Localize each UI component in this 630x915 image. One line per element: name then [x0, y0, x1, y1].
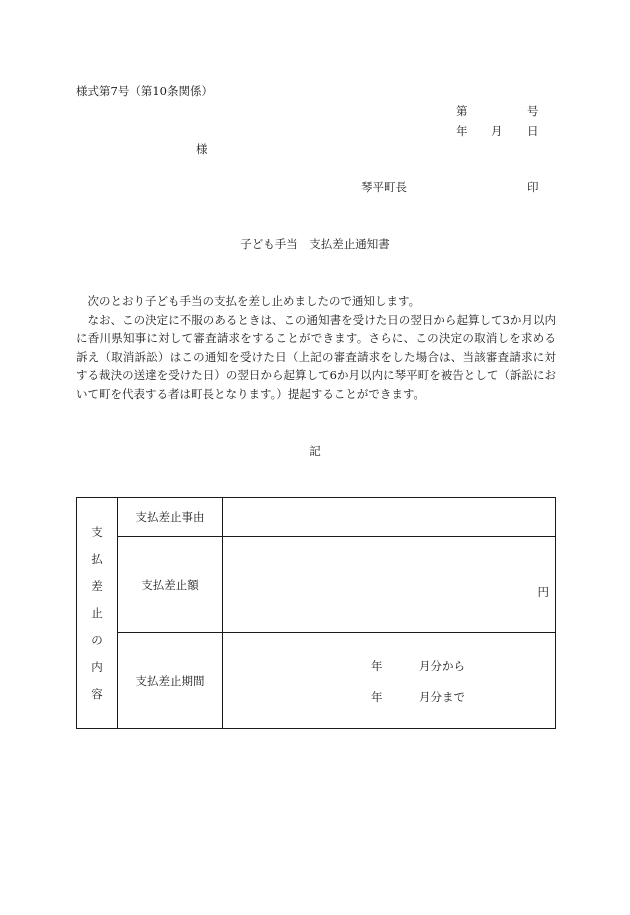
reason-label: 支払差止事由	[118, 498, 223, 537]
body-text	[76, 292, 556, 403]
period-from-year: 年	[371, 659, 383, 673]
amount-unit: 円	[537, 585, 549, 599]
content-table	[76, 497, 556, 729]
reason-value	[223, 498, 556, 537]
period-to-year: 年	[371, 690, 383, 704]
period-from-month: 月分から	[419, 659, 465, 673]
side-label-char: の	[91, 633, 103, 647]
ki-label: 記	[309, 444, 321, 458]
form-id: 様式第7号（第10条関係）	[76, 84, 213, 98]
body-paragraph-1: 次のとおり子ども手当の支払を差し止めましたので通知します。	[87, 294, 421, 308]
date-year: 年	[456, 124, 468, 138]
date-day: 日	[527, 124, 539, 138]
issuer-seal: 印	[527, 180, 539, 194]
amount-label: 支払差止額	[118, 537, 223, 633]
ref-number-prefix: 第	[456, 104, 468, 118]
period-to-month: 月分まで	[419, 690, 465, 704]
document-title: 子ども手当 支払差止通知書	[240, 237, 390, 251]
side-label-char: 支	[91, 525, 103, 539]
side-label-char: 容	[91, 687, 103, 701]
side-label	[77, 498, 118, 729]
side-label-char: 差	[91, 579, 103, 593]
date-month: 月	[491, 124, 503, 138]
amount-value-cell	[223, 537, 556, 633]
issuer-name: 琴平町長	[361, 180, 407, 194]
period-label: 支払差止期間	[118, 633, 223, 729]
side-label-char: 止	[91, 606, 103, 620]
ref-number-suffix: 号	[527, 104, 539, 118]
period-value-cell	[223, 633, 556, 729]
side-label-char: 内	[91, 660, 103, 674]
addressee-suffix: 様	[196, 142, 208, 156]
side-label-char: 払	[91, 552, 103, 566]
body-paragraph-2: なお、この決定に不服のあるときは、この通知書を受けた日の翌日から起算して3か月以内に香川県知事に対して審査請求をすることができます。さらに、この決定の取消しを求める訴え（取消訴訟）はこの通知を受けた日（上記の審査請求をした場合は、当該審査請求に対する裁決の送達を受けた日）の翌日から起算して6か月以内に琴平町を被告として（訴訟において町を代表する者は町長となります。）提起することができます。	[76, 312, 556, 401]
